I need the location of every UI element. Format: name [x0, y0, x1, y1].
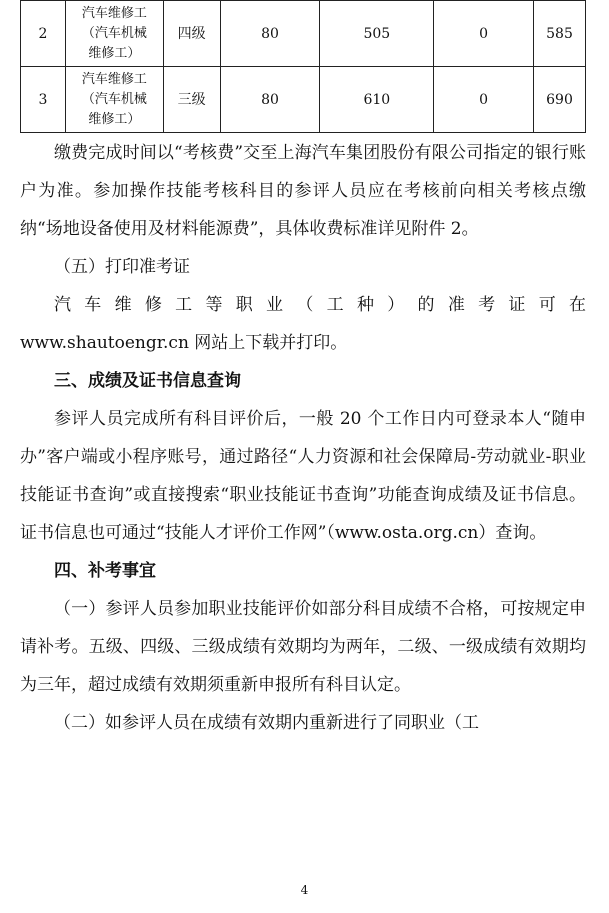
section-heading-print-ticket: （五）打印准考证	[54, 257, 190, 277]
section-heading-retake: 四、补考事宜	[54, 561, 156, 581]
fee-cell: 0	[434, 1, 534, 67]
fee-cell: 610	[320, 67, 434, 133]
fee-cell: 80	[220, 67, 320, 133]
fee-cell: 505	[320, 1, 434, 67]
ticket-paragraph-line2: www.shautoengr.cn 网站上下载并打印。	[20, 333, 348, 353]
fee-cell: 80	[220, 1, 320, 67]
row-number: 3	[21, 67, 66, 133]
retake-paragraph-1: （一）参评人员参加职业技能评价如部分科目成绩不合格，可按规定申请补考。五级、四级、三级成绩有效期均为两年，二级、一级成绩有效期均为三年，超过成绩有效期须重新申报所有科目认定。	[20, 599, 586, 695]
ticket-paragraph-line1: 汽车维修工等职业（工种）的准考证可在	[54, 295, 586, 315]
job-title-cell: 汽车维修工 （汽车机械 维修工）	[65, 67, 163, 133]
level-cell: 三级	[163, 67, 220, 133]
total-cell: 585	[534, 1, 586, 67]
results-paragraph: 参评人员完成所有科目评价后，一般 20 个工作日内可登录本人“随申办”客户端或小程序账号，通过路径“人力资源和社会保障局-劳动就业-职业技能证书查询”或直接搜索“职业技能证书查询”功能查询成绩及证书信息。证书信息也可通过“技能人才评价工作网”（www.osta.org.cn）查询。	[20, 409, 586, 543]
retake-paragraph-2: （二）如参评人员在成绩有效期内重新进行了同职业（工	[54, 713, 479, 733]
job-title-cell: 汽车维修工 （汽车机械 维修工）	[65, 1, 163, 67]
fee-table	[20, 0, 586, 133]
table-row	[21, 1, 586, 67]
page-number: 4	[300, 883, 309, 897]
body-text	[20, 134, 586, 742]
section-heading-results: 三、成绩及证书信息查询	[54, 371, 241, 391]
fee-cell: 0	[434, 67, 534, 133]
total-cell: 690	[534, 67, 586, 133]
level-cell: 四级	[163, 1, 220, 67]
payment-paragraph: 缴费完成时间以“考核费”交至上海汽车集团股份有限公司指定的银行账户为准。参加操作技能考核科目的参评人员应在考核前向相关考核点缴纳“场地设备使用及材料能源费”，具体收费标准详见附件 2。	[20, 143, 586, 239]
row-number: 2	[21, 1, 66, 67]
table-row	[21, 67, 586, 133]
